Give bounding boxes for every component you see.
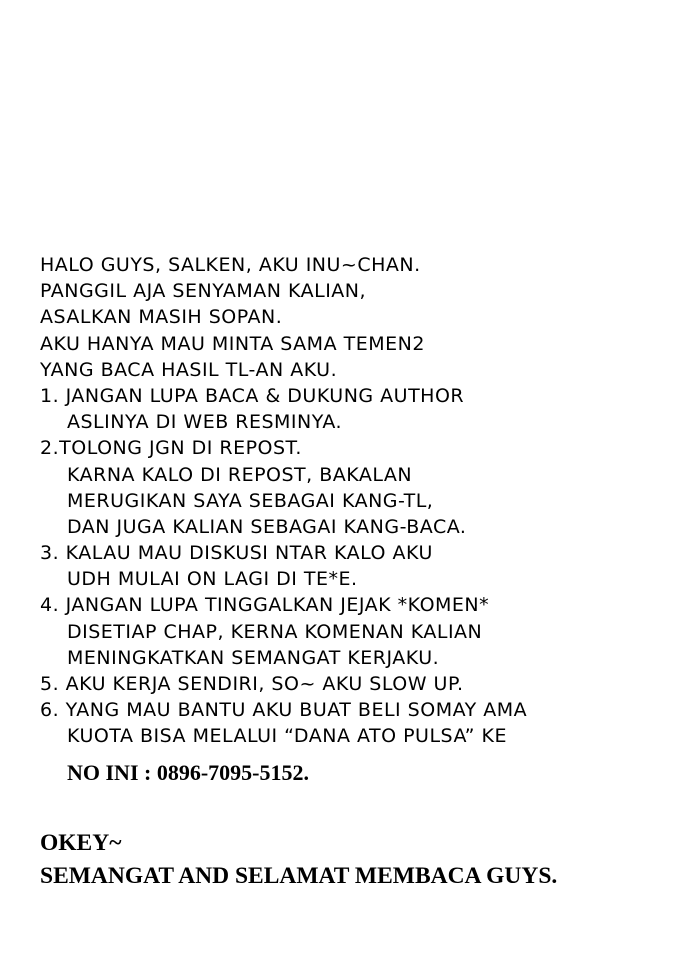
notice-rule-3-cont: UDH MULAI ON LAGI DI TE*E. (67, 568, 358, 591)
notice-rule-2: 2.TOLONG JGN DI REPOST. (40, 437, 302, 460)
notice-rule-3: 3. KALAU MAU DISKUSI NTAR KALO AKU (40, 542, 433, 565)
notice-rule-6-cont: KUOTA BISA MELALUI “DANA ATO PULSA” KE (67, 725, 507, 748)
notice-polite-line: ASALKAN MASIH SOPAN. (40, 306, 283, 329)
notice-rule-4-cont-2: MENINGKATKAN SEMANGAT KERJAKU. (67, 646, 440, 669)
translator-notice (40, 252, 690, 750)
notice-readers-line: YANG BACA HASIL TL-AN AKU. (40, 358, 338, 381)
notice-rule-1-cont: ASLINYA DI WEB RESMINYA. (67, 411, 343, 434)
closing-okey: OKEY~ (40, 830, 122, 856)
phone-number-line: NO INI : 0896-7095-5152. (67, 760, 309, 785)
notice-request-line: AKU HANYA MAU MINTA SAMA TEMEN2 (40, 332, 425, 355)
notice-rule-1: 1. JANGAN LUPA BACA & DUKUNG AUTHOR (40, 384, 465, 407)
notice-rule-5: 5. AKU KERJA SENDIRI, SO~ AKU SLOW UP. (40, 673, 464, 695)
closing-message (40, 827, 557, 893)
notice-rule-2-cont-1: KARNA KALO DI REPOST, BAKALAN (67, 463, 413, 486)
notice-greeting-line: HALO GUYS, SALKEN, AKU INU~CHAN. (40, 254, 421, 276)
closing-happy-reading: SEMANGAT AND SELAMAT MEMBACA GUYS. (40, 863, 558, 889)
notice-rule-4: 4. JANGAN LUPA TINGGALKAN JEJAK *KOMEN* (40, 594, 490, 617)
notice-rule-2-cont-3: DAN JUGA KALIAN SEBAGAI KANG-BACA. (67, 515, 467, 538)
notice-call-name-line: PANGGIL AJA SENYAMAN KALIAN, (40, 280, 367, 303)
notice-rule-2-cont-2: MERUGIKAN SAYA SEBAGAI KANG-TL, (67, 489, 434, 512)
notice-rule-4-cont-1: DISETIAP CHAP, KERNA KOMENAN KALIAN (67, 620, 483, 643)
notice-rule-6: 6. YANG MAU BANTU AKU BUAT BELI SOMAY AMA (40, 699, 528, 722)
